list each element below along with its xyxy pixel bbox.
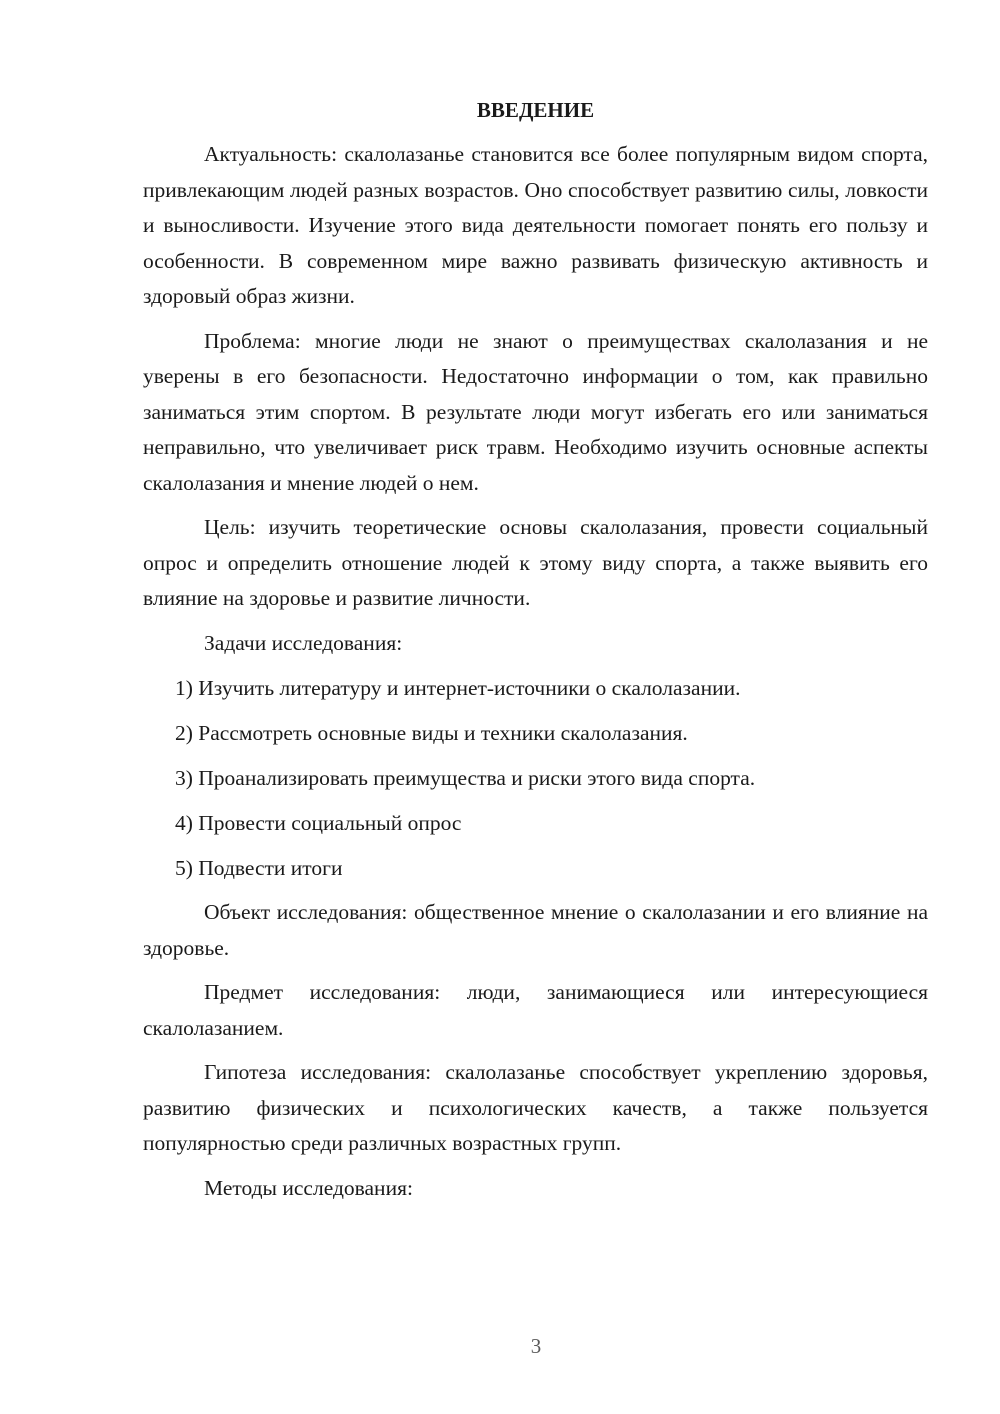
list-item: 3) Проанализировать преимущества и риски этого вида спорта. xyxy=(175,765,756,790)
document-page xyxy=(143,92,928,1206)
paragraph-methods: Методы исследования: xyxy=(204,1175,413,1200)
paragraph-goal: Цель: изучить теоретические основы скалолазания, провести социальный опрос и определить отношение людей к этому виду спорта, а также выявить его влияние на здоровье и развитие личности. xyxy=(143,515,928,610)
list-item: 1) Изучить литературу и интернет-источники о скалолазании. xyxy=(175,675,741,700)
page-title: ВВЕДЕНИЕ xyxy=(476,98,595,122)
page-number: 3 xyxy=(530,1334,542,1358)
list-item: 2) Рассмотреть основные виды и техники скалолазания. xyxy=(175,720,688,745)
list-item: 4) Провести социальный опрос xyxy=(175,810,462,835)
tasks-list xyxy=(143,671,928,887)
list-item: 5) Подвести итоги xyxy=(175,855,343,880)
paragraph-subject: Предмет исследования: люди, занимающиеся или интересующиеся скалолазанием. xyxy=(143,980,928,1040)
paragraph-hypothesis: Гипотеза исследования: скалолазанье способствует укреплению здоровья, развитию физических и психологических качеств, а также пользуется популярностью среди различных возрастных групп. xyxy=(143,1060,928,1155)
paragraph-problem: Проблема: многие люди не знают о преимуществах скалолазания и не уверены в его безопасности. Недостаточно информации о том, как правильно заниматься этим спортом. В результате люди могут избегать его или заниматься неправильно, что увеличивает риск травм. Необходимо изучить основные аспекты скалолазания и мнение людей о нем. xyxy=(143,328,928,495)
paragraph-relevance: Актуальность: скалолазанье становится все более популярным видом спорта, привлекающим людей разных возрастов. Оно способствует развитию силы, ловкости и выносливости. Изучение этого вида деятельности помогает понять его пользу и особенности. В современном мире важно развивать физическую активность и здоровый образ жизни. xyxy=(143,142,928,308)
paragraph-object: Объект исследования: общественное мнение о скалолазании и его влияние на здоровье. xyxy=(143,900,928,960)
tasks-title: Задачи исследования: xyxy=(204,630,403,655)
